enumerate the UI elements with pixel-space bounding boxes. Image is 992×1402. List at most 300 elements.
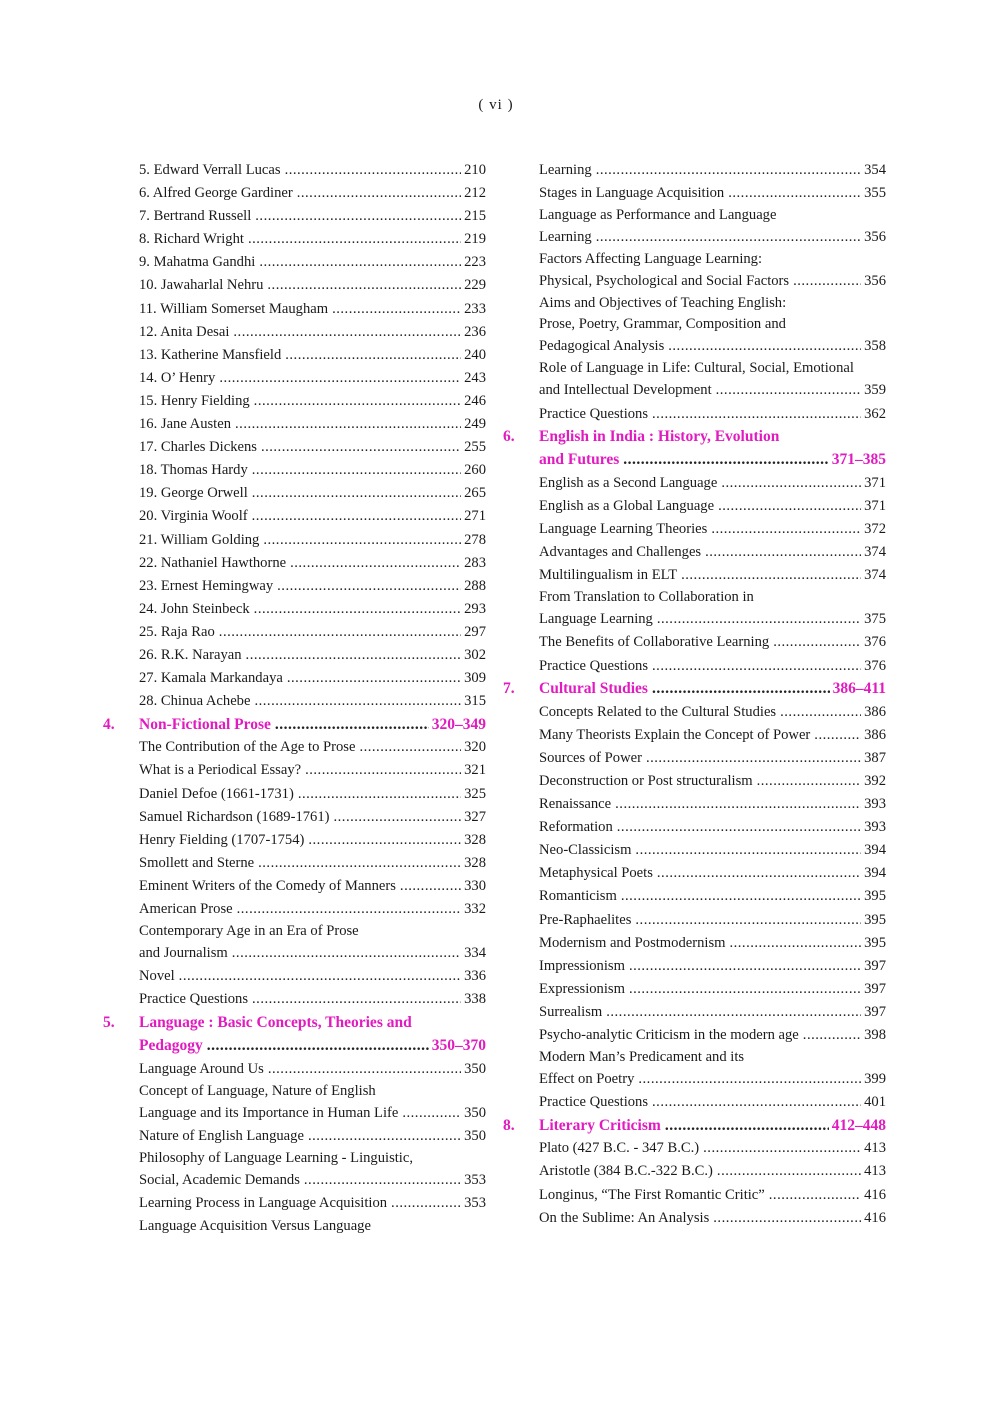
section-heading[interactable] <box>503 1114 886 1137</box>
toc-entry-page: 334 <box>464 945 486 962</box>
dot-leader <box>596 226 861 249</box>
toc-entry[interactable] <box>103 436 486 459</box>
toc-entry-page: 354 <box>864 162 886 178</box>
toc-entry[interactable] <box>503 701 886 724</box>
toc-entry[interactable] <box>503 631 886 654</box>
toc-entry-title: 21. William Golding <box>139 531 260 548</box>
toc-entry[interactable] <box>503 182 886 205</box>
section-pages: 350–370 <box>431 1037 486 1055</box>
toc-entry[interactable] <box>103 505 486 528</box>
toc-entry-last-line <box>103 1102 486 1125</box>
toc-entry-page: 397 <box>864 957 886 974</box>
toc-entry-page: 330 <box>464 877 486 894</box>
toc-entry-page: 416 <box>864 1209 886 1226</box>
section-heading-line <box>503 426 886 449</box>
toc-entry-title-line: Role of Language in Life: Cultural, Social, Emotional <box>539 360 854 377</box>
toc-entry-title: 9. Mahatma Gandhi <box>139 254 256 271</box>
toc-entry-page: 297 <box>464 623 486 640</box>
toc-entry-last-line <box>503 226 886 249</box>
toc-entry[interactable] <box>103 251 486 274</box>
toc-entry-page: 283 <box>464 554 486 571</box>
dot-leader <box>391 1192 461 1215</box>
toc-entry-page: 350 <box>464 1060 486 1077</box>
dot-leader <box>232 942 461 965</box>
dot-leader <box>254 598 461 621</box>
dot-leader <box>277 575 461 598</box>
toc-entry-page: 355 <box>864 185 886 202</box>
toc-entry[interactable] <box>503 816 886 839</box>
toc-entry-page: 328 <box>464 854 486 871</box>
toc-entry-page: 338 <box>464 991 486 1008</box>
toc-entry-page: 416 <box>864 1186 886 1203</box>
toc-entry-page: 371 <box>864 497 886 514</box>
toc-entry-title: 23. Ernest Hemingway <box>139 577 274 594</box>
toc-entry-last-line <box>103 1169 486 1192</box>
toc-entry-title-line: Modern Man’s Predicament and its <box>539 1049 745 1066</box>
dot-leader <box>757 770 862 793</box>
toc-entry-page: 302 <box>464 646 486 663</box>
dot-leader <box>596 159 861 182</box>
toc-entry[interactable] <box>103 598 486 621</box>
toc-entry-title: Nature of English Language <box>139 1127 304 1144</box>
toc-entry[interactable] <box>103 898 486 921</box>
toc-entry[interactable] <box>103 344 486 367</box>
toc-entry[interactable] <box>103 159 486 182</box>
toc-entry-title: Language Around Us <box>139 1060 264 1077</box>
toc-entry-page: 350 <box>464 1127 486 1144</box>
dot-leader <box>773 631 861 654</box>
toc-entry[interactable] <box>503 249 886 293</box>
toc-entry-page: 374 <box>864 567 886 584</box>
dot-leader <box>254 690 461 713</box>
toc-entry[interactable] <box>503 159 886 182</box>
dot-leader <box>252 988 461 1011</box>
toc-entry-title: Romanticism <box>539 888 617 905</box>
toc-entry-title: 14. O’ Henry <box>139 369 216 386</box>
toc-entry[interactable] <box>503 955 886 978</box>
toc-entry-title: Henry Fielding (1707-1754) <box>139 831 305 848</box>
toc-entry[interactable] <box>103 321 486 344</box>
toc-entry-page: 356 <box>864 229 886 246</box>
toc-entry-page: 375 <box>864 611 886 628</box>
page-number: ( vi ) <box>478 97 514 113</box>
dot-leader <box>263 529 461 552</box>
section-heading[interactable] <box>103 1011 486 1057</box>
toc-entry-title: 12. Anita Desai <box>139 323 230 340</box>
toc-entry[interactable] <box>503 1184 886 1207</box>
dot-leader <box>255 205 461 228</box>
dot-leader <box>629 978 861 1001</box>
toc-entry-page: 236 <box>464 323 486 340</box>
toc-entry-page: 358 <box>864 338 886 355</box>
toc-entry[interactable] <box>103 367 486 390</box>
toc-entry-title: Concepts Related to the Cultural Studies <box>539 703 777 720</box>
toc-entry-page: 336 <box>464 968 486 985</box>
toc-entry-page: 353 <box>464 1171 486 1188</box>
toc-entry-title: Metaphysical Poets <box>539 865 653 882</box>
section-heading-last-line <box>103 1034 486 1057</box>
toc-entry-title: Effect on Poetry <box>539 1071 635 1088</box>
toc-entry-page: 398 <box>864 1027 886 1043</box>
toc-entry[interactable] <box>503 862 886 885</box>
toc-entry-title: 24. John Steinbeck <box>139 600 250 617</box>
dot-leader <box>718 495 861 518</box>
dot-leader <box>252 482 461 505</box>
toc-entry-last-line <box>503 270 886 293</box>
toc-entry[interactable] <box>503 472 886 495</box>
dot-leader <box>298 783 461 806</box>
toc-entry-page: 374 <box>864 544 886 561</box>
toc-entry[interactable] <box>103 274 486 297</box>
toc-entry[interactable] <box>103 529 486 552</box>
dot-leader <box>285 159 462 182</box>
toc-entry-title: 11. William Somerset Maugham <box>139 300 329 317</box>
toc-entry[interactable] <box>103 552 486 575</box>
toc-entry[interactable] <box>103 205 486 228</box>
toc-entry-page: 223 <box>464 254 486 271</box>
toc-entry-page: 328 <box>464 831 486 848</box>
toc-entry[interactable] <box>503 724 886 747</box>
toc-entry[interactable] <box>103 921 486 965</box>
toc-entry[interactable] <box>103 736 486 759</box>
dot-leader <box>705 541 861 564</box>
section-heading[interactable] <box>103 713 486 736</box>
toc-entry[interactable] <box>503 885 886 908</box>
toc-entry[interactable] <box>103 413 486 436</box>
toc-entry-title: Neo-Classicism <box>539 842 632 859</box>
toc-entry-page: 327 <box>464 808 486 825</box>
toc-entry-title: Plato (427 B.C. - 347 B.C.) <box>539 1140 700 1157</box>
toc-entry[interactable] <box>503 564 886 587</box>
section-title: Non-Fictional Prose <box>139 715 271 733</box>
toc-entry-title: 18. Thomas Hardy <box>139 462 248 479</box>
toc-entry-page: 395 <box>864 911 886 928</box>
section-heading-last-line <box>503 449 886 472</box>
toc-entry[interactable] <box>103 459 486 482</box>
toc-entry-page: 413 <box>864 1163 886 1180</box>
toc-entry[interactable] <box>503 1001 886 1024</box>
toc-entry-title: Surrealism <box>539 1003 603 1020</box>
toc-entry-title: Pedagogical Analysis <box>539 338 665 355</box>
toc-entry-page: 271 <box>464 508 486 525</box>
section-number: 7. <box>503 680 515 698</box>
toc-entry-title: What is a Periodical Essay? <box>139 762 302 779</box>
toc-entry-title: Practice Questions <box>539 1094 649 1111</box>
toc-entry[interactable] <box>503 839 886 862</box>
toc-entry-page: 356 <box>864 273 886 290</box>
toc-entry-page: 397 <box>864 980 886 997</box>
toc-entry-title: Daniel Defoe (1661-1731) <box>139 785 294 802</box>
toc-entry[interactable] <box>503 403 886 426</box>
toc-entry-title: 6. Alfred George Gardiner <box>139 185 293 202</box>
toc-entry-title: Sources of Power <box>539 749 642 766</box>
toc-entry-page: 376 <box>864 634 886 651</box>
toc-entry-page: 376 <box>864 657 886 674</box>
toc-entry-page: 353 <box>464 1194 486 1211</box>
toc-entry-page: 215 <box>464 208 486 225</box>
toc-entry[interactable] <box>103 644 486 667</box>
dot-leader <box>652 677 830 701</box>
section-number: 6. <box>503 428 515 446</box>
toc-entry[interactable] <box>103 575 486 598</box>
toc-entry-page: 394 <box>864 842 886 859</box>
toc-entry-page: 219 <box>464 231 486 248</box>
toc-entry[interactable] <box>103 1081 486 1125</box>
toc-entry[interactable] <box>103 482 486 505</box>
toc-entry[interactable] <box>103 759 486 782</box>
dot-leader <box>334 806 462 829</box>
toc-entry-page: 371 <box>864 474 886 491</box>
toc-entry-page: 386 <box>864 703 886 720</box>
toc-left-column <box>103 159 486 1238</box>
section-pages: 412–448 <box>831 1116 886 1134</box>
dot-leader <box>713 1207 861 1230</box>
toc-entry-title: 15. Henry Fielding <box>139 392 250 409</box>
toc-entry[interactable] <box>103 667 486 690</box>
dot-leader <box>711 518 861 541</box>
toc-entry[interactable] <box>503 932 886 955</box>
dot-leader <box>615 793 861 816</box>
toc-entry-title: 20. Virginia Woolf <box>139 508 248 525</box>
toc-entry-title: Multilingualism in ELT <box>539 567 678 584</box>
toc-entry-title: English as a Global Language <box>539 497 715 514</box>
toc-entry-page: 401 <box>864 1094 886 1111</box>
toc-entry-page: 288 <box>464 577 486 594</box>
toc-entry-page: 395 <box>864 888 886 905</box>
toc-entry-page: 394 <box>864 865 886 882</box>
toc-entry-title: 17. Charles Dickens <box>139 439 257 456</box>
dot-leader <box>275 713 429 737</box>
toc-entry[interactable] <box>503 1024 886 1047</box>
section-title: Literary Criticism <box>539 1116 661 1134</box>
dot-leader <box>769 1184 861 1207</box>
toc-entry[interactable] <box>103 690 486 713</box>
toc-entry[interactable] <box>103 182 486 205</box>
toc-entry-title: Language Acquisition Versus Language <box>139 1218 371 1235</box>
dot-leader <box>290 552 461 575</box>
dot-leader <box>308 1125 461 1148</box>
toc-entry-title: and Journalism <box>139 945 228 962</box>
toc-entry-title: Pre-Raphaelites <box>539 911 632 928</box>
toc-entry-title: Practice Questions <box>139 991 249 1008</box>
toc-entry-title: Novel <box>139 968 175 985</box>
toc-entry-page: 350 <box>464 1104 486 1121</box>
toc-entry[interactable] <box>503 1207 886 1230</box>
toc-entry[interactable] <box>103 1148 486 1192</box>
dot-leader <box>780 701 861 724</box>
toc-entry-title: 28. Chinua Achebe <box>139 693 251 710</box>
toc-entry[interactable] <box>503 541 886 564</box>
toc-entry[interactable] <box>103 1125 486 1148</box>
toc-entry-page: 315 <box>464 693 486 710</box>
toc-entry-title-line: Contemporary Age in an Era of Prose <box>139 923 359 940</box>
dot-leader <box>261 436 461 459</box>
dot-leader <box>402 1102 461 1125</box>
toc-entry-title-line: Concept of Language, Nature of English <box>139 1082 376 1099</box>
dot-leader <box>729 932 861 955</box>
dot-leader <box>606 1001 861 1024</box>
dot-leader <box>297 182 461 205</box>
toc-entry-title: and Intellectual Development <box>539 382 712 399</box>
toc-entry-title: 22. Nathaniel Hawthorne <box>139 554 287 571</box>
dot-leader <box>665 1114 829 1138</box>
toc-entry[interactable] <box>503 1137 886 1160</box>
toc-entry-title-line: Philosophy of Language Learning - Linguistic, <box>139 1149 413 1166</box>
dot-leader <box>287 667 461 690</box>
toc-entry[interactable] <box>103 806 486 829</box>
toc-entry-title-line: Aims and Objectives of Teaching English: <box>539 295 787 312</box>
section-heading[interactable] <box>503 426 886 472</box>
dot-leader <box>235 413 461 436</box>
toc-entry-page: 210 <box>464 162 486 178</box>
section-heading-line <box>103 1011 486 1034</box>
section-heading[interactable] <box>503 678 886 701</box>
toc-entry[interactable] <box>103 829 486 852</box>
toc-entry[interactable] <box>503 770 886 793</box>
toc-entry-page: 260 <box>464 462 486 479</box>
dot-leader <box>617 816 861 839</box>
toc-entry[interactable] <box>503 358 886 402</box>
section-title: Pedagogy <box>139 1037 203 1055</box>
toc-entry[interactable] <box>503 1160 886 1183</box>
section-pages: 320–349 <box>431 715 486 733</box>
toc-entry-page: 399 <box>864 1071 886 1088</box>
toc-entry-title: Smollett and Sterne <box>139 854 255 871</box>
toc-entry[interactable] <box>503 655 886 678</box>
dot-leader <box>219 367 461 390</box>
toc-entry-title: Learning Process in Language Acquisition <box>139 1194 388 1211</box>
toc-entry[interactable] <box>103 1058 486 1081</box>
toc-entry-title: Renaissance <box>539 796 612 813</box>
toc-entry[interactable] <box>503 747 886 770</box>
toc-entry-last-line <box>503 335 886 358</box>
toc-entry-page: 293 <box>464 600 486 617</box>
toc-entry-title: On the Sublime: An Analysis <box>539 1209 710 1226</box>
toc-entry-page: 386 <box>864 726 886 743</box>
toc-entry[interactable] <box>503 518 886 541</box>
toc-entry[interactable] <box>103 298 486 321</box>
toc-entry-page: 325 <box>464 785 486 802</box>
toc-entry-title: Learning <box>539 162 592 178</box>
toc-entry-title: Longinus, “The First Romantic Critic” <box>539 1186 765 1203</box>
section-title: Cultural Studies <box>539 680 648 698</box>
toc-entry-title: The Benefits of Collaborative Learning <box>539 634 770 651</box>
toc-entry-page: 362 <box>864 405 886 422</box>
dot-leader <box>332 298 461 321</box>
toc-entry-page: 265 <box>464 485 486 502</box>
toc-entry[interactable] <box>103 965 486 988</box>
dot-leader <box>268 1058 461 1081</box>
toc-entry-page: 240 <box>464 346 486 363</box>
toc-entry-page: 393 <box>864 819 886 836</box>
toc-entry[interactable] <box>503 978 886 1001</box>
toc-entry-page: 249 <box>464 416 486 433</box>
toc-entry[interactable] <box>503 293 886 358</box>
toc-entry-title: 16. Jane Austen <box>139 416 232 433</box>
dot-leader <box>400 875 461 898</box>
dot-leader <box>652 1091 861 1114</box>
dot-leader <box>635 839 861 862</box>
toc-entry-title: English as a Second Language <box>539 474 718 491</box>
toc-entry-title: Psycho-analytic Criticism in the modern age <box>539 1027 799 1043</box>
toc-entry-page: 255 <box>464 439 486 456</box>
dot-leader <box>717 1160 861 1183</box>
toc-entry-title: 25. Raja Rao <box>139 623 215 640</box>
dot-leader <box>721 472 861 495</box>
toc-entry[interactable] <box>503 495 886 518</box>
dot-leader <box>681 564 861 587</box>
dot-leader <box>237 898 461 921</box>
toc-entry[interactable] <box>103 1192 486 1215</box>
dot-leader <box>254 390 461 413</box>
dot-leader <box>793 270 861 293</box>
dot-leader <box>359 736 461 759</box>
toc-entry-title: Advantages and Challenges <box>539 544 702 561</box>
toc-entry[interactable] <box>503 587 886 631</box>
toc-entry[interactable] <box>503 1047 886 1091</box>
toc-entry[interactable] <box>103 228 486 251</box>
toc-entry[interactable] <box>503 909 886 932</box>
toc-entry[interactable] <box>503 1091 886 1114</box>
toc-entry[interactable] <box>503 205 886 249</box>
toc-entry[interactable] <box>103 783 486 806</box>
dot-leader <box>207 1034 429 1058</box>
dot-leader <box>814 724 861 747</box>
toc-entry[interactable] <box>103 621 486 644</box>
dot-leader <box>219 621 461 644</box>
toc-entry-title: Language Learning Theories <box>539 521 708 538</box>
toc-entry-page: 246 <box>464 392 486 409</box>
toc-entry-page: 395 <box>864 934 886 951</box>
section-title: and Futures <box>539 451 620 469</box>
toc-entry-title-line <box>103 1215 486 1238</box>
toc-entry-title-line: Prose, Poetry, Grammar, Composition and <box>539 316 786 333</box>
toc-entry[interactable] <box>103 390 486 413</box>
toc-entry-title: Practice Questions <box>539 405 649 422</box>
dot-leader <box>305 759 461 782</box>
toc-entry-title: Samuel Richardson (1689-1761) <box>139 808 330 825</box>
toc-entry-title: Language Learning <box>539 611 653 628</box>
toc-entry-title: Many Theorists Explain the Concept of Power <box>539 726 811 743</box>
toc-entry-title-line: Language as Performance and Language <box>539 207 777 224</box>
toc-entry[interactable] <box>103 988 486 1011</box>
section-title-line: Language : Basic Concepts, Theories and <box>139 1013 412 1031</box>
section-pages: 371–385 <box>831 451 886 469</box>
toc-entry-page: 278 <box>464 531 486 548</box>
toc-entry-title: Modernism and Postmodernism <box>539 934 726 951</box>
dot-leader <box>248 228 461 251</box>
toc-entry[interactable] <box>103 852 486 875</box>
toc-entry-page: 229 <box>464 277 486 294</box>
dot-leader <box>635 909 861 932</box>
dot-leader <box>179 965 461 988</box>
toc-entry-title: Practice Questions <box>539 657 649 674</box>
toc-entry-title: 8. Richard Wright <box>139 231 244 248</box>
section-number: 4. <box>103 715 115 733</box>
toc-entry-page: 397 <box>864 1003 886 1020</box>
toc-entry-last-line <box>503 1068 886 1091</box>
toc-entry-last-line <box>503 379 886 402</box>
toc-entry[interactable] <box>103 875 486 898</box>
toc-entry-page: 212 <box>464 185 486 202</box>
toc-entry-page: 243 <box>464 369 486 386</box>
dot-leader <box>646 747 861 770</box>
dot-leader <box>252 459 461 482</box>
toc-entry-title: Stages in Language Acquisition <box>539 185 725 202</box>
dot-leader <box>657 608 861 631</box>
toc-entry-title: Physical, Psychological and Social Factors <box>539 273 790 290</box>
toc-entry[interactable] <box>503 793 886 816</box>
